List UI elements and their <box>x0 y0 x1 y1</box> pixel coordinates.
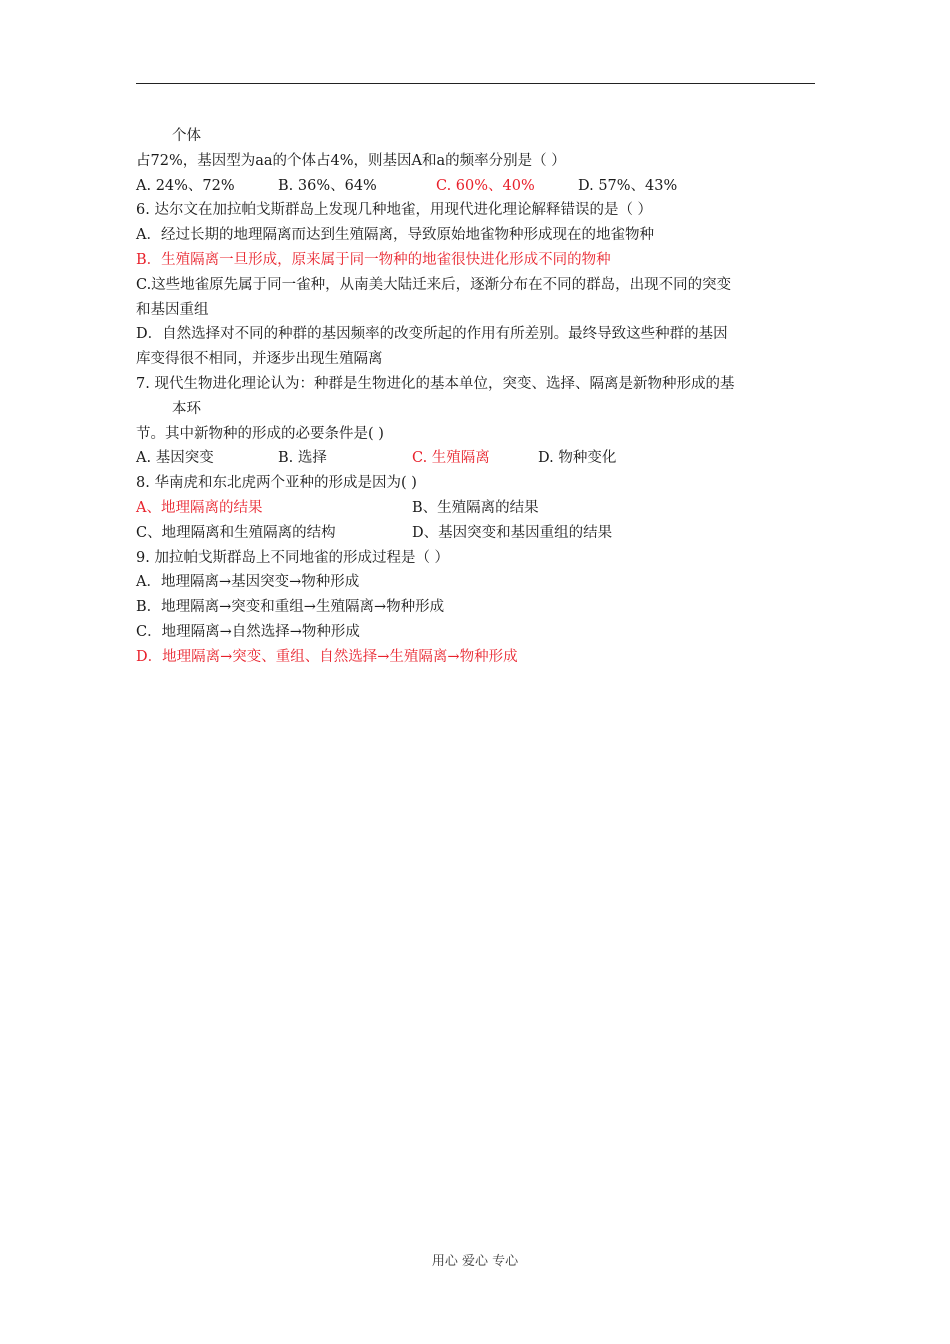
q8-options-row2 <box>136 521 826 546</box>
q5-option-c-answer: C. 60%、40% <box>436 177 535 194</box>
q9-option-b: B．地理隔离→突变和重组→生殖隔离→物种形成 <box>136 599 445 616</box>
q7-stem-line2: 本环 <box>172 400 201 417</box>
q8-option-a-answer: A、地理隔离的结果 <box>136 499 263 516</box>
q9-option-a: A．地理隔离→基因突变→物种形成 <box>136 574 360 591</box>
q6-option-b-answer: B．生殖隔离一旦形成，原来属于同一物种的地雀很快进化形成不同的物种 <box>136 251 611 268</box>
q7-options <box>136 446 826 471</box>
q8-option-b: B、生殖隔离的结果 <box>412 499 539 516</box>
q5-continuation-1: 个体 <box>172 128 201 144</box>
q8-option-d: D、基因突变和基因重组的结果 <box>412 524 613 541</box>
q5-option-b: B. 36%、64% <box>278 177 377 194</box>
q6-option-c-line2: 和基因重组 <box>136 301 209 318</box>
q6-option-a: A．经过长期的地理隔离而达到生殖隔离，导致原始地雀物种形成现在的地雀物种 <box>136 227 654 244</box>
q5-continuation-2: 占72%，基因型为aa的个体占4%，则基因A和a的频率分别是（ ） <box>136 152 566 169</box>
header-rule <box>136 83 815 84</box>
q5-option-d: D. 57%、43% <box>578 177 678 194</box>
q7-option-c-answer: C. 生殖隔离 <box>412 450 490 467</box>
q7-option-b: B. 选择 <box>278 450 327 467</box>
q9-stem: 9. 加拉帕戈斯群岛上不同地雀的形成过程是（ ） <box>136 549 450 566</box>
q7-option-d: D. 物种变化 <box>538 450 617 467</box>
q8-options-row1 <box>136 496 826 521</box>
q6-option-d-line1: D．自然选择对不同的种群的基因频率的改变所起的作用有所差别。最终导致这些种群的基因 <box>136 326 728 343</box>
q7-stem-line1: 7. 现代生物进化理论认为：种群是生物进化的基本单位，突变、选择、隔离是新物种形成的基 <box>136 375 735 392</box>
document-body <box>136 124 826 670</box>
page-footer: 用心 爱心 专心 <box>431 1254 519 1269</box>
q6-stem: 6. 达尔文在加拉帕戈斯群岛上发现几种地雀，用现代进化理论解释错误的是（ ） <box>136 202 653 219</box>
q5-option-a: A. 24%、72% <box>136 177 235 194</box>
q5-options <box>136 174 826 199</box>
q9-option-d-answer: D．地理隔离→突变、重组、自然选择→生殖隔离→物种形成 <box>136 648 518 665</box>
q6-option-d-line2: 库变得很不相同，并逐步出现生殖隔离 <box>136 351 383 368</box>
q8-stem: 8. 华南虎和东北虎两个亚种的形成是因为( ) <box>136 475 417 492</box>
q9-option-c: C．地理隔离→自然选择→物种形成 <box>136 623 360 640</box>
q7-stem-line3: 节。其中新物种的形成的必要条件是( ) <box>136 425 384 442</box>
q6-option-c-line1: C.这些地雀原先属于同一雀种，从南美大陆迁来后，逐渐分布在不同的群岛，出现不同的突变 <box>136 276 732 293</box>
q7-option-a: A. 基因突变 <box>136 450 214 467</box>
q8-option-c: C、地理隔离和生殖隔离的结构 <box>136 524 336 541</box>
